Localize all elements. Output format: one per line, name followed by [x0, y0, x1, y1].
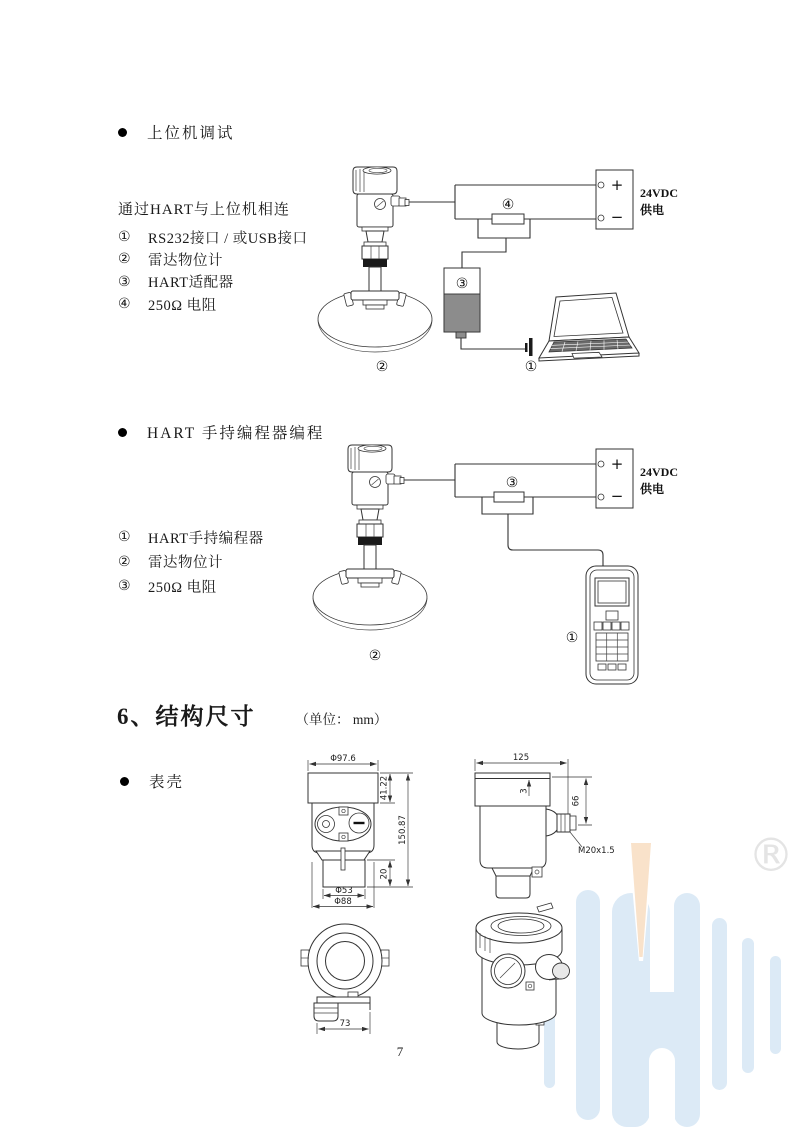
section3-subtitle: 表壳 — [149, 774, 185, 791]
plus-terminal-label: + — [610, 455, 624, 473]
gauge-callout: ② — [368, 648, 382, 664]
power-voltage-label: 24VDC — [640, 465, 678, 479]
programmer-callout: ① — [565, 630, 579, 646]
side-view-drawing — [458, 748, 648, 920]
registered-mark: ® — [748, 828, 794, 882]
watermark-bar — [712, 918, 727, 1090]
dim-gland-height: 66 — [571, 795, 582, 807]
unit-note: （单位： mm） — [295, 712, 388, 727]
gauge-callout: ② — [375, 359, 389, 375]
dim-total-height: 150.87 — [398, 815, 408, 845]
list-item: ② 雷达物位计 — [118, 251, 223, 269]
diagram-host-debugging — [290, 155, 690, 395]
power-voltage-label: 24VDC — [640, 186, 678, 200]
watermark-bar — [770, 956, 781, 1054]
dim-thread: M20x1.5 — [578, 846, 615, 856]
list-item: ③ HART适配器 — [118, 273, 234, 292]
list-item: ① RS232接口 / 或USB接口 — [118, 229, 308, 247]
bullet-icon — [118, 128, 127, 137]
dim-side-width: 125 — [512, 753, 530, 763]
power-supply-label: 供电 — [640, 203, 665, 217]
section3-title: 6、结构尺寸 — [117, 704, 256, 729]
dim-lid: 3 — [519, 788, 530, 794]
adapter-callout: ③ — [455, 276, 469, 292]
plug-connector — [525, 338, 533, 356]
page-number: 7 — [396, 1044, 404, 1059]
section2-legend — [118, 525, 264, 599]
dim-bottom-height: 20 — [379, 868, 390, 880]
section2-title: HART 手持编程器编程 — [147, 425, 325, 442]
interface-callout: ① — [524, 359, 538, 375]
plus-terminal-label: + — [610, 176, 624, 194]
handheld-programmer-drawing — [586, 566, 638, 684]
section1-intro: 通过HART与上位机相连 — [118, 202, 290, 218]
hart-adapter — [444, 268, 480, 338]
front-view-drawing — [295, 748, 435, 913]
section1-heading — [118, 121, 235, 143]
bullet-icon — [120, 777, 129, 786]
diagram-handheld-programming — [290, 435, 690, 695]
dim-cap-height: 41.22 — [379, 775, 390, 801]
minus-terminal-label: − — [610, 487, 624, 505]
dim-front-width: Φ97.6 — [330, 754, 356, 764]
minus-terminal-label: − — [610, 208, 624, 226]
power-supply-label: 供电 — [640, 482, 665, 496]
section3-subheading — [120, 770, 184, 792]
power-supply-box — [596, 449, 678, 508]
list-item: ① HART手持编程器 — [118, 529, 264, 547]
section1-legend — [118, 226, 307, 315]
bullet-icon — [118, 428, 127, 437]
section1-title: 上位机调试 — [147, 125, 235, 142]
list-item: ④ 250Ω 电阻 — [118, 296, 217, 314]
resistor-callout: ④ — [501, 197, 515, 213]
dim-outer-dia: Φ88 — [334, 897, 352, 907]
power-supply-box — [596, 170, 678, 229]
list-item: ② 雷达物位计 — [118, 553, 223, 572]
dim-top-width: 73 — [339, 1019, 351, 1029]
dim-inner-dia: Φ53 — [335, 886, 353, 896]
section3-heading — [117, 698, 387, 731]
laptop-drawing — [539, 293, 639, 361]
list-item: ③ 250Ω 电阻 — [118, 578, 217, 596]
isometric-view-drawing — [460, 898, 625, 1068]
watermark-arch-cutout — [649, 1048, 675, 1131]
resistor-callout: ③ — [505, 475, 519, 491]
top-view-drawing — [295, 915, 445, 1037]
